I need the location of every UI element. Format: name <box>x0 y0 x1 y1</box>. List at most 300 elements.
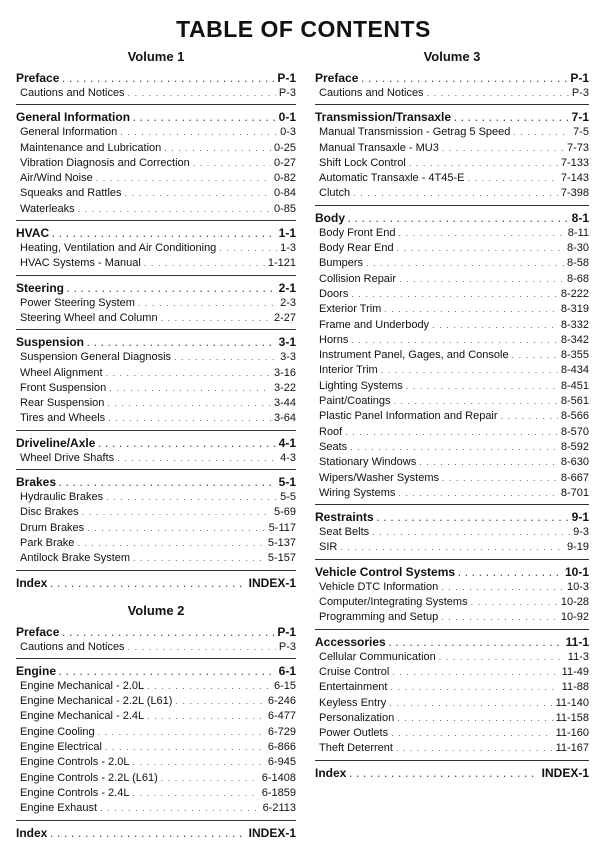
toc-entry[interactable] <box>315 241 589 256</box>
toc-entry-label: Instrument Panel, Gages, and Console <box>319 349 509 362</box>
section-heading[interactable] <box>16 334 296 350</box>
section-heading-page: 6-1 <box>278 663 296 678</box>
toc-entry-page: 11-167 <box>555 742 589 755</box>
toc-entry[interactable] <box>315 333 589 348</box>
toc-entry[interactable] <box>315 302 589 317</box>
toc-entry-page: 8-11 <box>567 226 589 239</box>
toc-entry-label: Rear Suspension <box>20 397 105 410</box>
dot-leader <box>87 521 265 536</box>
toc-entry[interactable] <box>16 694 296 709</box>
toc-entry-page: 0-27 <box>273 156 296 169</box>
toc-entry[interactable] <box>315 665 589 680</box>
dot-leader <box>392 665 558 680</box>
section-heading[interactable] <box>16 435 296 451</box>
dot-leader <box>351 287 558 302</box>
toc-entry-page: 10-92 <box>560 611 589 624</box>
dot-leader <box>117 451 277 466</box>
toc-entry[interactable] <box>315 409 589 424</box>
dot-leader <box>397 241 564 256</box>
volume-spacer <box>16 592 296 604</box>
dot-leader <box>132 786 258 801</box>
toc-entry[interactable] <box>16 451 296 466</box>
section-heading[interactable] <box>315 210 589 226</box>
toc-entry-label: Power Steering System <box>20 296 135 309</box>
section-heading-page: P-1 <box>570 71 589 85</box>
dot-leader <box>125 186 271 201</box>
section-heading[interactable] <box>16 280 296 296</box>
toc-entry-page: 4-3 <box>280 451 296 464</box>
toc-entry-label: Park Brake <box>20 536 75 549</box>
toc-entry[interactable] <box>315 141 589 156</box>
section-heading-label: Driveline/Axle <box>16 435 96 450</box>
toc-entry[interactable] <box>16 551 296 566</box>
toc-entry-label: Front Suspension <box>20 381 107 394</box>
toc-entry-label: Entertainment <box>319 681 388 694</box>
toc-entry-label: Vehicle DTC Information <box>319 580 439 593</box>
dot-leader <box>427 86 569 101</box>
toc-entry-label: Doors <box>319 287 349 300</box>
toc-entry-label: Wheel Alignment <box>20 366 103 379</box>
dot-leader <box>372 525 570 540</box>
toc-entry[interactable] <box>315 156 589 171</box>
toc-entry-page: P-3 <box>278 87 296 99</box>
section-heading[interactable] <box>16 225 296 241</box>
toc-entry-page: 8-222 <box>560 287 589 300</box>
toc-entry[interactable] <box>315 455 589 470</box>
toc-entry[interactable] <box>315 226 589 241</box>
dot-leader <box>350 440 558 455</box>
section-heading-page: 1-1 <box>278 226 296 241</box>
toc-section <box>16 435 296 470</box>
toc-entry-page: 8-566 <box>560 410 589 423</box>
toc-entry-label: Engine Mechanical - 2.2L (L61) <box>20 695 173 708</box>
toc-entry-label: Engine Controls - 2.0L <box>20 756 130 769</box>
dot-leader <box>164 141 271 156</box>
toc-entry-label: Cellular Communication <box>319 650 436 663</box>
toc-entry-label: Air/Wind Noise <box>20 172 93 185</box>
toc-entry-page: 8-355 <box>560 349 589 362</box>
toc-entry-label: Interior Trim <box>319 364 378 377</box>
dot-leader <box>78 202 271 217</box>
toc-entry[interactable] <box>16 186 296 201</box>
toc-entry-page: 3-16 <box>273 366 296 379</box>
dot-leader <box>133 110 276 126</box>
volume-heading: Volume 3 <box>423 49 481 64</box>
toc-entry[interactable] <box>315 680 589 695</box>
volume-heading: Volume 1 <box>127 49 185 64</box>
toc-entry-page: 3-22 <box>273 381 296 394</box>
dot-leader <box>98 436 275 452</box>
index-entry-page: INDEX-1 <box>248 575 296 590</box>
toc-entry[interactable] <box>16 156 296 171</box>
toc-entry[interactable] <box>16 521 296 536</box>
dot-leader <box>133 551 265 566</box>
toc-entry[interactable] <box>16 490 296 505</box>
toc-entry-page: 1-121 <box>267 257 296 270</box>
toc-entry-page: 9-3 <box>573 526 589 539</box>
toc-entry-page: 8-561 <box>560 395 589 408</box>
toc-entry[interactable] <box>16 505 296 520</box>
toc-entry-page: 8-68 <box>566 272 589 285</box>
toc-entry-label: Engine Cooling <box>20 725 95 738</box>
toc-section <box>16 474 296 570</box>
dot-leader <box>441 610 558 625</box>
toc-entry-page: P-3 <box>278 640 296 653</box>
dot-leader <box>98 725 265 740</box>
dot-leader <box>396 741 553 756</box>
toc-entry-label: Roof <box>319 425 343 438</box>
toc-entry[interactable] <box>16 125 296 140</box>
toc-entry-label: Keyless Entry <box>319 696 387 709</box>
toc-entry[interactable] <box>16 801 296 816</box>
toc-entry-page: 11-3 <box>567 650 589 663</box>
section-heading-label: Suspension <box>16 335 85 350</box>
toc-entry-page: 0-82 <box>273 172 296 185</box>
dot-leader <box>96 171 271 186</box>
toc-entry[interactable] <box>16 771 296 786</box>
toc-entry[interactable] <box>315 256 589 271</box>
section-heading[interactable] <box>16 109 296 125</box>
dot-leader <box>361 71 567 87</box>
toc-entry-page: 6-729 <box>267 725 296 738</box>
toc-entry-page: 5-157 <box>267 552 296 565</box>
dot-leader <box>147 679 271 694</box>
toc-entry[interactable] <box>315 486 589 501</box>
toc-entry[interactable] <box>16 640 296 655</box>
toc-section <box>16 109 296 221</box>
dot-leader <box>468 171 558 186</box>
section-heading[interactable] <box>16 70 296 86</box>
toc-entry-page: 6-477 <box>267 710 296 723</box>
toc-entry[interactable] <box>16 350 296 365</box>
section-heading-page: P-1 <box>277 71 296 85</box>
toc-entry-label: Cautions and Notices <box>319 87 424 99</box>
index-entry-page: INDEX-1 <box>248 825 296 840</box>
dot-leader <box>105 740 265 755</box>
section-heading[interactable] <box>16 663 296 679</box>
section-heading-label: Accessories <box>315 634 386 649</box>
section-heading-page: 9-1 <box>571 510 589 525</box>
toc-entry-page: 11-160 <box>555 727 589 740</box>
dot-leader <box>391 726 552 741</box>
dot-leader <box>390 680 558 695</box>
index-entry[interactable] <box>315 765 589 782</box>
toc-entry-label: Wiring Systems <box>319 486 396 499</box>
dot-leader <box>161 771 259 786</box>
toc-entry-label: Seat Belts <box>319 526 370 539</box>
toc-entry-page: 8-342 <box>560 333 589 346</box>
toc-entry[interactable] <box>315 287 589 302</box>
toc-entry-label: Engine Mechanical - 2.4L <box>20 710 145 723</box>
toc-entry[interactable] <box>16 296 296 311</box>
toc-entry[interactable] <box>16 202 296 217</box>
toc-section <box>315 509 589 560</box>
toc-entry-label: Shift Lock Control <box>319 156 406 169</box>
dot-leader <box>87 335 276 351</box>
dot-leader <box>340 540 564 555</box>
toc-entry-label: Paint/Coatings <box>319 395 391 408</box>
dot-leader <box>458 565 562 581</box>
section-heading-page: 8-1 <box>571 210 589 225</box>
dot-leader <box>161 311 271 326</box>
dot-leader <box>62 625 274 641</box>
toc-entry-label: Plastic Panel Information and Repair <box>319 410 498 423</box>
page-title: TABLE OF CONTENTS <box>176 16 431 42</box>
toc-entry-page: 0-25 <box>273 141 296 154</box>
toc-entry-label: Frame and Underbody <box>319 318 430 331</box>
toc-entry-label: Waterleaks <box>20 202 75 215</box>
toc-entry-page: 6-1408 <box>261 771 296 784</box>
dot-leader <box>353 186 558 201</box>
toc-entry-label: Stationary Windows <box>319 456 417 469</box>
dot-leader <box>442 141 564 156</box>
dot-leader <box>175 694 264 709</box>
toc-entry-page: 7-133 <box>560 156 589 169</box>
section-heading[interactable] <box>315 564 589 580</box>
toc-entry[interactable] <box>16 411 296 426</box>
toc-entry[interactable] <box>16 171 296 186</box>
toc-entry-page: 2-27 <box>273 311 296 324</box>
dot-leader <box>512 348 558 363</box>
index-entry[interactable] <box>16 825 296 842</box>
toc-entry-label: HVAC Systems - Manual <box>20 257 141 270</box>
section-heading-label: Engine <box>16 663 57 678</box>
toc-section <box>315 70 589 105</box>
toc-entry[interactable] <box>315 711 589 726</box>
toc-entry-page: 8-30 <box>566 242 589 255</box>
section-heading-label: HVAC <box>16 226 50 241</box>
toc-entry-label: Bumpers <box>319 257 364 270</box>
dot-leader <box>62 71 274 87</box>
section-heading-page: 11-1 <box>565 634 589 649</box>
toc-entry-label: Suspension General Diagnosis <box>20 351 172 364</box>
toc-entry-label: Engine Electrical <box>20 741 102 754</box>
dot-leader <box>351 333 558 348</box>
toc-entry-label: Squeaks and Rattles <box>20 187 122 200</box>
section-heading[interactable] <box>315 109 589 125</box>
section-heading-page: 10-1 <box>564 564 589 579</box>
section-heading-page: 7-1 <box>571 110 589 125</box>
dot-leader <box>100 801 260 816</box>
section-heading-label: Preface <box>315 71 359 85</box>
toc-entry-page: 3-3 <box>280 351 296 364</box>
dot-leader <box>67 281 276 297</box>
toc-entry-label: Programming and Setup <box>319 611 439 624</box>
toc-entry[interactable] <box>315 471 589 486</box>
dot-leader <box>513 125 570 140</box>
toc-entry[interactable] <box>315 440 589 455</box>
dot-leader <box>109 381 271 396</box>
dot-leader <box>399 272 564 287</box>
index-entry[interactable] <box>16 575 296 592</box>
toc-entry-label: Steering Wheel and Column <box>20 311 158 324</box>
toc-entry-page: 5-117 <box>268 521 296 534</box>
toc-entry[interactable] <box>16 725 296 740</box>
toc-entry[interactable] <box>315 272 589 287</box>
toc-entry[interactable] <box>315 318 589 333</box>
dot-leader <box>128 640 276 655</box>
toc-entry[interactable] <box>16 241 296 256</box>
section-heading-label: Preface <box>16 624 60 639</box>
dot-leader <box>77 536 264 551</box>
toc-entry-page: 9-19 <box>566 541 589 554</box>
section-heading-page: 4-1 <box>278 435 296 450</box>
toc-entry[interactable] <box>315 171 589 186</box>
toc-entry[interactable] <box>315 741 589 756</box>
toc-entry-page: 8-434 <box>560 364 589 377</box>
toc-entry-page: 11-158 <box>555 711 589 724</box>
dot-leader <box>406 379 558 394</box>
toc-section <box>315 564 589 630</box>
toc-entry[interactable] <box>16 679 296 694</box>
toc-entry[interactable] <box>16 396 296 411</box>
toc-entry-page: 8-592 <box>560 440 589 453</box>
toc-entry-label: Cautions and Notices <box>20 87 125 99</box>
toc-section <box>16 334 296 430</box>
dot-leader <box>389 635 563 651</box>
section-heading-page: P-1 <box>277 624 296 639</box>
toc-entry-label: Disc Brakes <box>20 506 79 519</box>
toc-entry[interactable] <box>315 696 589 711</box>
dot-leader <box>106 490 277 505</box>
toc-entry[interactable] <box>16 740 296 755</box>
dot-leader <box>52 226 276 242</box>
section-heading[interactable] <box>16 474 296 490</box>
dot-leader <box>471 595 558 610</box>
toc-entry-page: 6-866 <box>267 741 296 754</box>
dot-leader <box>107 396 271 411</box>
dot-leader <box>144 256 265 271</box>
toc-entry-label: Antilock Brake System <box>20 552 131 565</box>
index-entry-label: Index <box>16 575 48 590</box>
toc-section <box>315 634 589 761</box>
toc-entry[interactable] <box>16 381 296 396</box>
section-heading[interactable] <box>315 634 589 650</box>
section-heading-label: Vehicle Control Systems <box>315 564 456 579</box>
toc-entry-page: 8-319 <box>560 303 589 316</box>
index-entry-label: Index <box>16 825 48 840</box>
dot-leader <box>398 226 564 241</box>
section-heading-page: 0-1 <box>278 110 296 125</box>
toc-entry-label: Clutch <box>319 187 351 200</box>
toc-entry[interactable] <box>315 650 589 665</box>
toc-entry[interactable] <box>16 709 296 724</box>
toc-entry[interactable] <box>315 425 589 440</box>
toc-entry[interactable] <box>315 186 589 201</box>
toc-entry-page: 8-701 <box>560 486 589 499</box>
dot-leader <box>345 425 558 440</box>
dot-leader <box>397 711 552 726</box>
toc-entry-label: Engine Controls - 2.2L (L61) <box>20 771 158 784</box>
toc-section <box>315 109 589 205</box>
toc-entry[interactable] <box>315 363 589 378</box>
toc-entry[interactable] <box>16 256 296 271</box>
dot-leader <box>366 256 564 271</box>
toc-entry[interactable] <box>315 86 589 101</box>
dot-leader <box>432 318 558 333</box>
toc-entry[interactable] <box>315 595 589 610</box>
toc-entry-page: 0-84 <box>273 187 296 200</box>
dot-leader <box>219 241 277 256</box>
toc-column-right <box>315 50 589 782</box>
toc-entry-label: Body Front End <box>319 226 396 239</box>
toc-entry[interactable] <box>16 536 296 551</box>
toc-entry[interactable] <box>315 125 589 140</box>
dot-leader <box>50 826 245 843</box>
toc-entry[interactable] <box>16 366 296 381</box>
section-heading[interactable] <box>315 70 589 86</box>
toc-entry-label: Theft Deterrent <box>319 742 393 755</box>
toc-entry-page: 8-451 <box>560 379 589 392</box>
dot-leader <box>381 363 558 378</box>
toc-entry-page: 6-1859 <box>261 786 296 799</box>
toc-entry-page: 8-58 <box>566 257 589 270</box>
dot-leader <box>398 486 557 501</box>
dot-leader <box>132 755 264 770</box>
dot-leader <box>348 211 569 227</box>
section-heading[interactable] <box>315 509 589 525</box>
toc-entry[interactable] <box>315 610 589 625</box>
toc-entry-label: Seats <box>319 440 348 453</box>
toc-entry-label: Manual Transaxle - MU3 <box>319 141 439 154</box>
toc-entry[interactable] <box>315 726 589 741</box>
dot-leader <box>59 664 276 680</box>
dot-leader <box>50 576 245 593</box>
toc-entry-label: Body Rear End <box>319 242 394 255</box>
dot-leader <box>108 411 271 426</box>
toc-entry[interactable] <box>315 580 589 595</box>
dot-leader <box>442 471 558 486</box>
section-heading-page: 2-1 <box>278 280 296 295</box>
toc-entry-page: 11-49 <box>561 665 589 678</box>
toc-entry-page: 2-3 <box>280 296 296 309</box>
dot-leader <box>439 650 565 665</box>
toc-entry[interactable] <box>315 394 589 409</box>
toc-section <box>315 210 589 505</box>
toc-entry-page: 6-246 <box>267 695 296 708</box>
dot-leader <box>120 125 277 140</box>
toc-entry-label: Lighting Systems <box>319 379 403 392</box>
toc-entry[interactable] <box>315 348 589 363</box>
toc-entry[interactable] <box>315 379 589 394</box>
toc-entry-page: 7-398 <box>560 187 589 200</box>
toc-section <box>16 280 296 331</box>
toc-entry[interactable] <box>16 141 296 156</box>
section-heading-label: Brakes <box>16 475 57 490</box>
section-heading[interactable] <box>16 624 296 640</box>
toc-entry[interactable] <box>16 755 296 770</box>
toc-entry[interactable] <box>16 86 296 101</box>
section-heading-label: Preface <box>16 71 60 85</box>
toc-entry-page: 7-143 <box>560 172 589 185</box>
toc-entry-page: 8-570 <box>560 425 589 438</box>
toc-entry-label: Vibration Diagnosis and Correction <box>20 156 190 169</box>
section-heading-label: Steering <box>16 280 65 295</box>
dot-leader <box>441 580 564 595</box>
toc-entry-page: 5-137 <box>267 536 296 549</box>
toc-entry[interactable] <box>315 525 589 540</box>
section-heading-page: 3-1 <box>278 335 296 350</box>
dot-leader <box>394 394 558 409</box>
toc-entry[interactable] <box>315 540 589 555</box>
toc-entry-page: 8-667 <box>560 471 589 484</box>
dot-leader <box>138 296 277 311</box>
toc-entry-page: 3-44 <box>273 397 296 410</box>
toc-entry[interactable] <box>16 786 296 801</box>
toc-entry-label: Computer/Integrating Systems <box>319 596 468 609</box>
toc-entry-page: 6-15 <box>273 679 296 692</box>
toc-entry[interactable] <box>16 311 296 326</box>
